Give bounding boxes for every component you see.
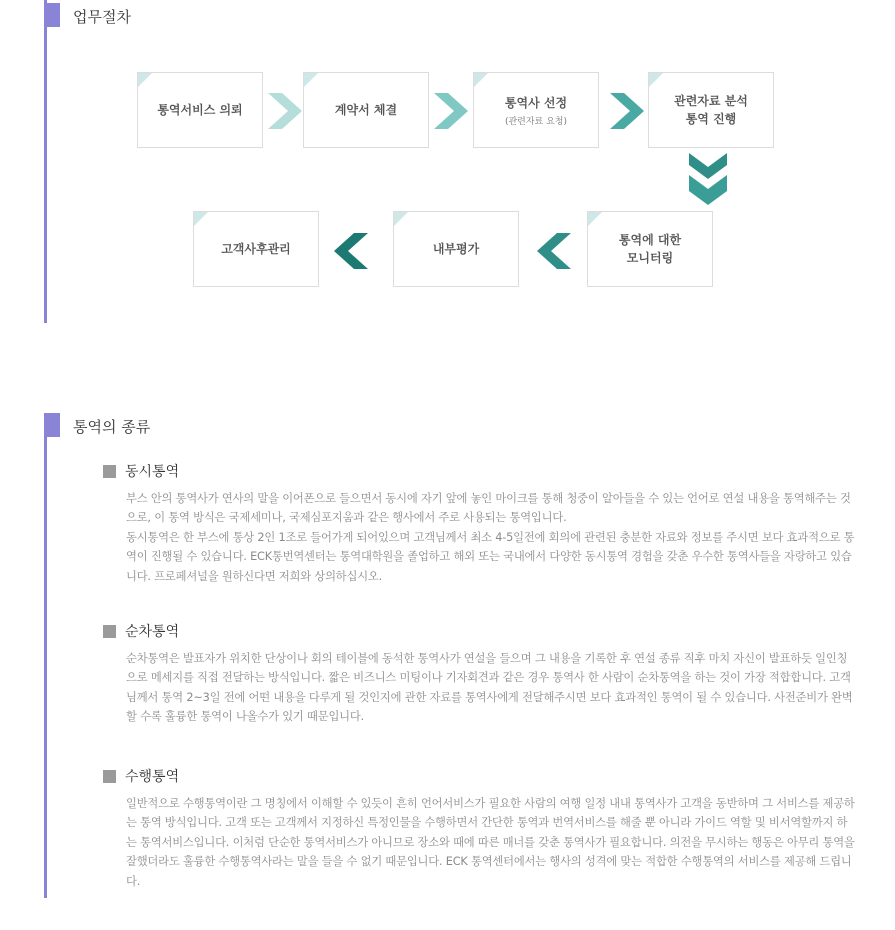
step-label: 통역사 선정: [504, 95, 568, 110]
section-accent-bar: [44, 413, 47, 898]
process-step-request: [137, 72, 263, 148]
step-sublabel: (관련자료 요청): [504, 116, 568, 127]
chevron-down-icon: [689, 153, 727, 205]
step-label: 고객사후관리: [221, 242, 291, 256]
bullet-square-icon: [103, 625, 116, 638]
bullet-square-icon: [103, 770, 116, 783]
process-step-analysis: [648, 72, 774, 148]
process-step-monitoring: [587, 211, 713, 287]
step-label: 통역서비스 의뢰: [157, 103, 243, 117]
corner-decoration: [588, 212, 602, 226]
process-step-contract: [303, 72, 429, 148]
corner-decoration: [304, 73, 318, 87]
bullet-square-icon: [103, 465, 116, 478]
type-description-consecutive: [126, 649, 856, 727]
type-heading-escort: [103, 766, 179, 786]
step-label: 통역에 대한 모니터링: [618, 233, 682, 265]
step-label: 계약서 체결: [334, 103, 398, 117]
type-heading-simultaneous: [103, 461, 179, 481]
chevron-left-icon: [537, 233, 571, 269]
corner-decoration: [194, 212, 208, 226]
section-accent-bar: [44, 0, 47, 323]
section-accent-tab: [44, 413, 60, 437]
process-step-select-interpreter: [473, 72, 599, 148]
description-paragraph: 순차통역은 발표자가 위치한 단상이나 회의 테이블에 동석한 통역사가 연설을 들으며 그 내용을 기록한 후 연설 종류 직후 마치 자신이 발표하듯 일인칭으로 메세지를 직접 전달하는 방식입니다. 짧은 비즈니스 미팅이나 기자회견과 같은 경우 통역사 한 사람이 순차통역을 하는 것이 가장 적합합니다. 고객님께서 통역 2~3일 전에 어떤 내용을 다루게 될 것인지에 관한 자료를 통역사에게 전달해주시면 보다 효과적인 통역이 될 수 있습니다. 사전준비가 완벽할 수록 훌륭한 통역이 나올수가 있기 때문입니다.: [126, 652, 853, 724]
process-section-title: 업무절차: [73, 8, 131, 26]
step-label: 관련자료 분석 통역 진행: [674, 94, 748, 126]
type-description-escort: [126, 794, 856, 891]
corner-decoration: [649, 73, 663, 87]
types-section-title: 통역의 종류: [73, 418, 151, 436]
type-heading-text: 수행통역: [125, 769, 180, 785]
process-step-internal-review: [393, 211, 519, 287]
chevron-right-icon: [434, 93, 468, 129]
corner-decoration: [474, 73, 488, 87]
chevron-left-icon: [334, 233, 368, 269]
type-heading-text: 동시통역: [125, 464, 180, 480]
corner-decoration: [138, 73, 152, 87]
process-step-aftercare: [193, 211, 319, 287]
type-heading-consecutive: [103, 621, 179, 641]
description-paragraph: 일반적으로 수행통역이란 그 명칭에서 이해할 수 있듯이 흔히 언어서비스가 필요한 사람의 여행 일정 내내 통역사가 고객을 동반하며 그 서비스를 제공하는 통역 방식입니다. 고객 또는 고객께서 지정하신 특정인물을 수행하면서 간단한 통역과 번역서비스를 해줄 뿐 아니라 가이드 역할 및 비서역할까지 하는 통역서비스입니다. 이처럼 단순한 통역서비스가 아니므로 장소와 때에 따른 매너를 갖춘 통역사가 필요합니다. 의전을 무시하는 행동은 아무리 통역을 잘했더라도 훌륭한 수행통역사라는 말을 들을 수 없기 때문입니다. ECK 통역센터에서는 행사의 성격에 맞는 적합한 수행통역의 서비스를 제공해 드립니다.: [126, 797, 855, 888]
step-label: 내부평가: [432, 242, 480, 256]
chevron-right-icon: [268, 93, 302, 129]
type-description-simultaneous: [126, 489, 856, 586]
chevron-right-icon: [610, 93, 644, 129]
description-paragraph: 부스 안의 통역사가 연사의 말을 이어폰으로 들으면서 동시에 자기 앞에 놓인 마이크를 통해 청중이 알아들을 수 있는 언어로 연설 내용을 통역해주는 것으로, 이 통역 방식은 국제세미나, 국제심포지움과 같은 행사에서 주로 사용되는 통역입니다.: [126, 492, 851, 525]
type-heading-text: 순차통역: [125, 624, 180, 640]
corner-decoration: [394, 212, 408, 226]
description-paragraph: 동시통역은 한 부스에 통상 2인 1조로 들어가게 되어있으며 고객님께서 최소 4-5일전에 회의에 관련된 충분한 자료와 정보를 주시면 보다 효과적으로 통역이 진행될 수 있습니다. ECK통번역센터는 통역대학원을 졸업하고 해외 또는 국내에서 다양한 동시통역 경험을 갖춘 우수한 통역사들을 자랑하고 있습니다. 프로페셔널을 원하신다면 저희와 상의하십시오.: [126, 530, 855, 583]
section-accent-tab: [44, 3, 60, 27]
